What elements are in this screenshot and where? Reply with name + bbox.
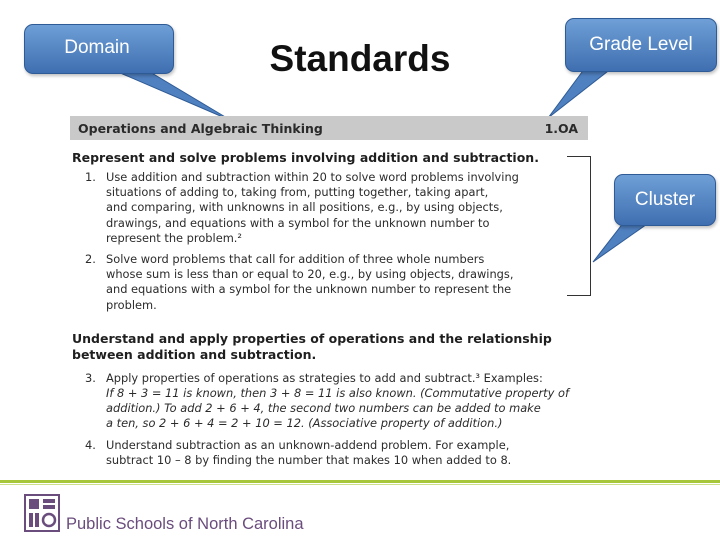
cluster-callout-label: Cluster	[634, 189, 696, 210]
domain-callout-label: Domain	[64, 37, 130, 58]
standard-line: whose sum is less than or equal to 20, e.g., by using objects, drawings,	[106, 267, 514, 282]
standard-text	[106, 170, 572, 246]
nc-public-schools-logo-icon	[24, 494, 60, 532]
standard-number: 2.	[85, 252, 96, 267]
domain-name: Operations and Algebraic Thinking	[78, 120, 323, 136]
footer-organization-name: Public Schools of North Carolina	[66, 515, 304, 533]
cluster-heading-line: between addition and subtraction.	[72, 346, 317, 362]
standard-line: subtract 10 – 8 by finding the number that makes 10 when added to 8.	[106, 452, 512, 467]
footer-divider	[0, 480, 720, 483]
standard-1	[70, 170, 588, 246]
domain-band	[70, 116, 588, 140]
grade-callout-tail	[548, 68, 612, 118]
domain-callout-tail	[118, 72, 232, 121]
standard-line: addition.) To add 2 + 6 + 4, the second two numbers can be added to make	[106, 401, 541, 416]
standard-line: Apply properties of operations as strategies to add and subtract.³ Examples:	[106, 370, 543, 385]
standard-line: drawings, and equations with a symbol for the unknown number to	[106, 215, 490, 230]
standard-line: Solve word problems that call for addition of three whole numbers	[106, 252, 485, 267]
cluster-heading-2	[72, 331, 588, 363]
standard-4	[70, 438, 588, 468]
grade-level-callout	[565, 18, 717, 72]
standard-line: problem.	[106, 297, 157, 312]
standard-text	[106, 371, 572, 432]
standard-line: and equations with a symbol for the unknown number to represent the	[106, 282, 512, 297]
grade-level-callout-label: Grade Level	[589, 34, 693, 55]
cluster-callout-tail	[593, 222, 650, 262]
standard-line: a ten, so 2 + 6 + 4 = 2 + 10 = 12. (Associative property of addition.)	[106, 416, 503, 431]
domain-code: 1.OA	[544, 120, 578, 136]
standard-line: Understand subtraction as an unknown-addend problem. For example,	[106, 437, 510, 452]
standard-line: Use addition and subtraction within 20 to solve word problems involving	[106, 170, 519, 184]
domain-callout	[24, 24, 174, 74]
standard-line: If 8 + 3 = 11 is known, then 3 + 8 = 11 is also known. (Commutative property of	[106, 386, 569, 401]
standard-line: situations of adding to, taking from, putting together, taking apart,	[106, 185, 489, 200]
standard-number: 4.	[85, 437, 96, 452]
standard-line: and comparing, with unknowns in all positions, e.g., by using objects,	[106, 200, 503, 215]
standard-2	[70, 252, 588, 313]
cluster-heading-line: Understand and apply properties of operations and the relationship	[72, 330, 552, 346]
standard-line: represent the problem.²	[106, 230, 242, 245]
slide-title: Standards	[269, 38, 451, 79]
standard-3	[70, 371, 588, 432]
standard-text	[106, 252, 572, 313]
footer-divider-thin	[0, 484, 720, 485]
standard-number: 1.	[85, 170, 96, 184]
standard-number: 3.	[85, 370, 96, 385]
standards-excerpt	[70, 116, 588, 468]
cluster-callout	[614, 174, 716, 226]
standard-text	[106, 438, 572, 468]
cluster-heading-1: Represent and solve problems involving addition and subtraction.	[72, 150, 539, 165]
